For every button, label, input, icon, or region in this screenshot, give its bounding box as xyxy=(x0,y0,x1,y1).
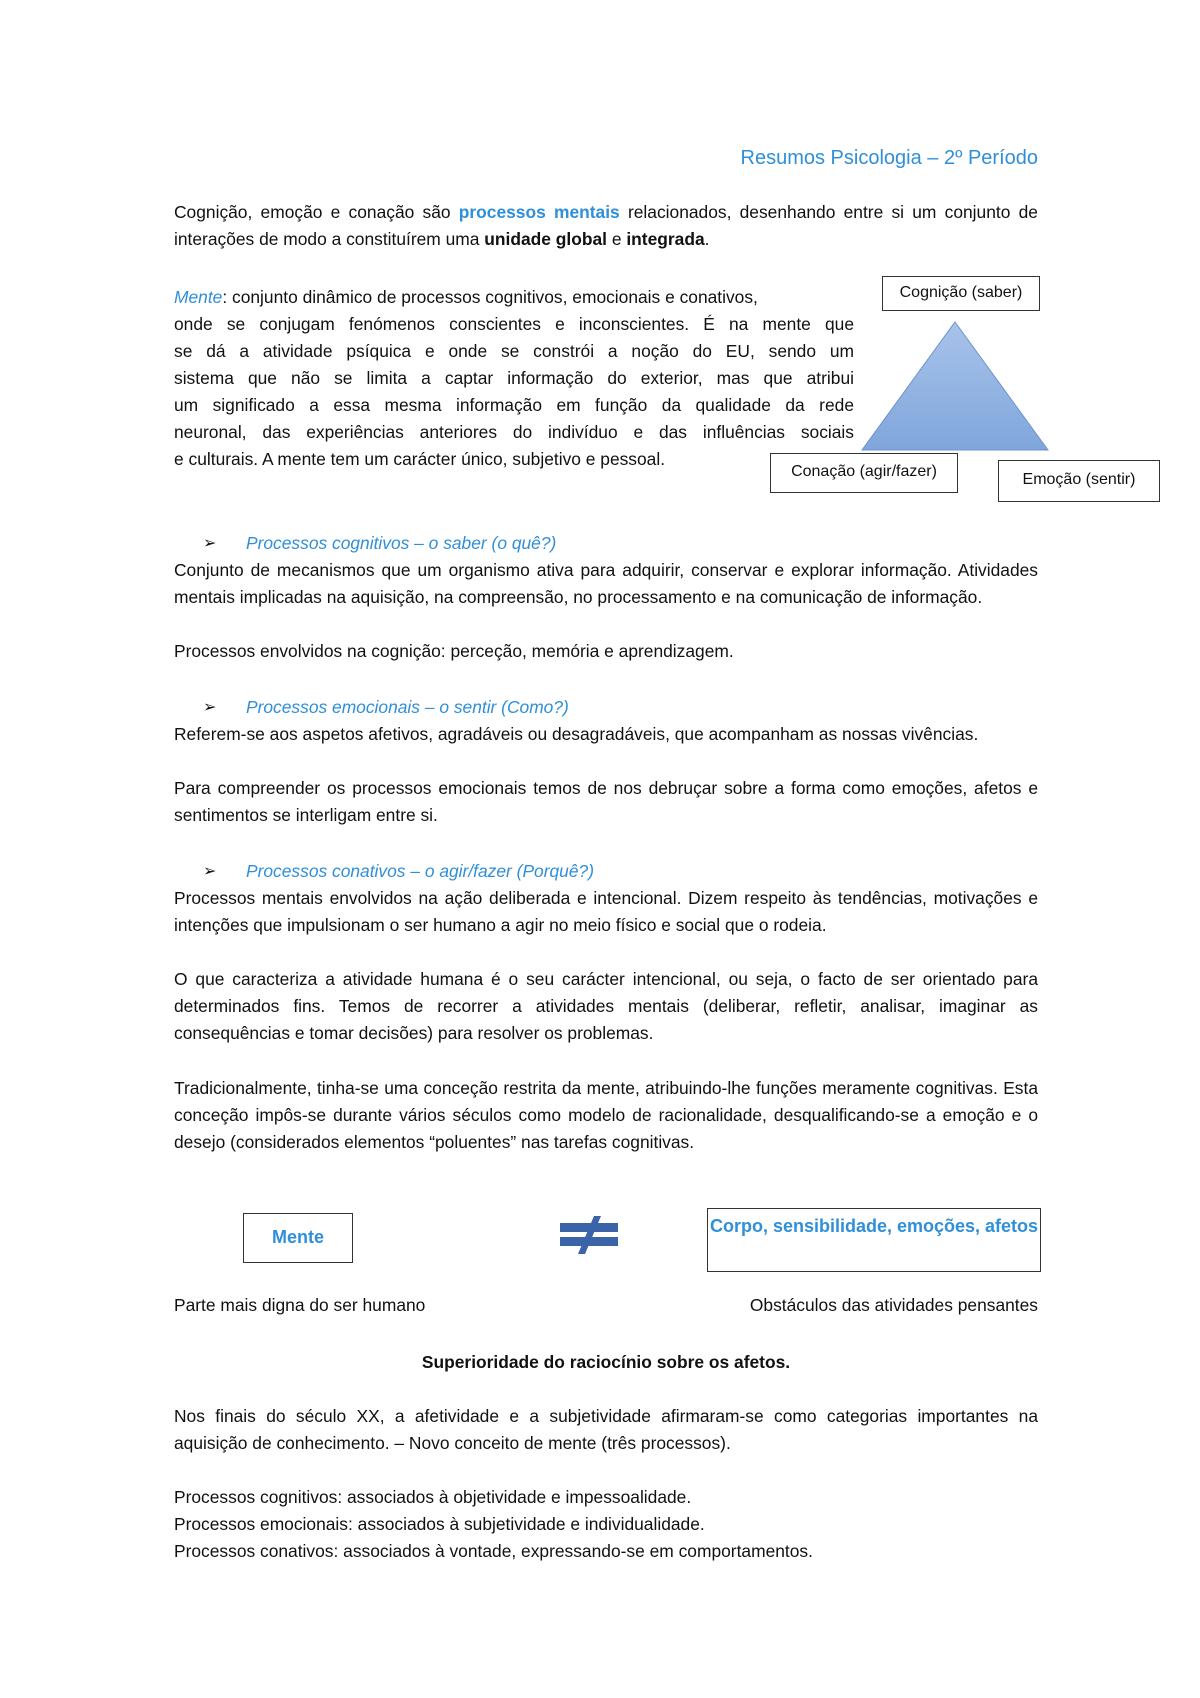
section-heading-cognitivos: ➢ Processos cognitivos – o saber (o quê?) xyxy=(211,530,556,557)
document-title: Resumos Psicologia – 2º Período xyxy=(740,147,1038,169)
mente-line-1: Mente: conjunto dinâmico de processos cognitivos, emocionais e conativos, xyxy=(174,287,758,307)
diagram-box-cognicao: Cognição (saber) xyxy=(882,276,1040,311)
arrow-bullet-icon: ➢ xyxy=(203,863,217,880)
corpo-box: Corpo, sensibilidade, emoções, afetos xyxy=(707,1208,1041,1272)
right-caption: Obstáculos das atividades pensantes xyxy=(749,1295,1038,1315)
mente-line-6: neuronal, das experiências anteriores do indivíduo e das influências sociais xyxy=(174,422,854,442)
intro-paragraph xyxy=(174,199,1038,253)
mental-processes-diagram xyxy=(860,320,1050,452)
mente-line-5: um significado a essa mesma informação em função da qualidade da rede xyxy=(174,395,854,415)
section-heading-emocionais: ➢ Processos emocionais – o sentir (Como?) xyxy=(211,694,569,721)
intro-text-7: . xyxy=(704,229,710,249)
summary-cognitivos: Processos cognitivos: associados à objetividade e impessoalidade. xyxy=(174,1487,692,1507)
diagram-box-conacao: Conação (agir/fazer) xyxy=(770,453,958,493)
intro-text-1: Cognição, emoção e conação são xyxy=(174,202,459,222)
arrow-bullet-icon: ➢ xyxy=(203,699,217,716)
summary-conativos: Processos conativos: associados à vontade, expressando-se em comportamentos. xyxy=(174,1541,813,1561)
intro-highlight-processos: processos mentais xyxy=(458,202,620,222)
nos-finais-paragraph: Nos finais do século XX, a afetividade e a subjetividade afirmaram-se como categorias importantes na aquisição de conhecimento. – Novo conceito de mente (três processos). xyxy=(174,1406,1038,1453)
mente-line-2: onde se conjugam fenómenos conscientes e inconscientes. É na mente que xyxy=(174,314,854,334)
summary-emocionais: Processos emocionais: associados à subjetividade e individualidade. xyxy=(174,1514,705,1534)
section-cognitivos-text: Conjunto de mecanismos que um organismo ativa para adquirir, conservar e explorar informação. Atividades mentais implicadas na aquisição, na compreensão, no processamento e na comunicação de informação. xyxy=(174,560,1038,607)
mente-line-3: se dá a atividade psíquica e onde se constrói a noção do EU, sendo um xyxy=(174,341,854,361)
section-heading-conativos: ➢ Processos conativos – o agir/fazer (Porquê?) xyxy=(211,858,594,885)
section-conativos-text: Processos mentais envolvidos na ação deliberada e intencional. Dizem respeito às tendências, motivações e intenções que impulsionam o ser humano a agir no meio físico e social que o rodeia. xyxy=(174,888,1038,935)
intro-bold-unidade: unidade global xyxy=(484,229,607,249)
mente-line-4: sistema que não se limita a captar informação do exterior, mas que atribui xyxy=(174,368,854,388)
section-emocionais-text2: Para compreender os processos emocionais temos de nos debruçar sobre a forma como emoções, afetos e sentimentos se interligam entre si. xyxy=(174,778,1038,825)
section-conativos-text2: O que caracteriza a atividade humana é o seu carácter intencional, ou seja, o facto de ser orientado para determinados fins. Temos de recorrer a atividades mentais (deliberar, refletir, analisar, imaginar as consequências e tomar decisões) para resolver os problemas. xyxy=(174,969,1038,1043)
intro-text-5: e xyxy=(607,229,627,249)
traditional-paragraph: Tradicionalmente, tinha-se uma conceção restrita da mente, atribuindo-lhe funções meramente cognitivas. Esta conceção impôs-se durante vários séculos como modelo de racionalidade, desqualificando-se a emoção e o desejo (considerados elementos “poluentes” nas tarefas cognitivas. xyxy=(174,1078,1038,1152)
diagram-box-emocao: Emoção (sentir) xyxy=(998,460,1160,502)
intro-bold-integrada: integrada xyxy=(626,229,705,249)
arrow-bullet-icon: ➢ xyxy=(203,535,217,552)
intro-text-3: relacionados, desenhando entre si um conjunto de interações de modo a constituírem uma xyxy=(174,202,1038,249)
not-equal-icon xyxy=(559,1215,619,1255)
section-emocionais-text: Referem-se aos aspetos afetivos, agradáveis ou desagradáveis, que acompanham as nossas vivências. xyxy=(174,724,979,744)
mente-paragraph xyxy=(174,284,854,473)
mente-line-7: e culturais. A mente tem um carácter único, subjetivo e pessoal. xyxy=(174,449,666,469)
superiority-statement: Superioridade do raciocínio sobre os afetos. xyxy=(421,1352,791,1372)
section-cognitivos-text2: Processos envolvidos na cognição: perceção, memória e aprendizagem. xyxy=(174,641,734,661)
triangle-shape xyxy=(860,320,1050,452)
mente-box: Mente xyxy=(243,1213,353,1263)
mente-term: Mente xyxy=(174,287,223,307)
left-caption: Parte mais digna do ser humano xyxy=(174,1295,426,1315)
